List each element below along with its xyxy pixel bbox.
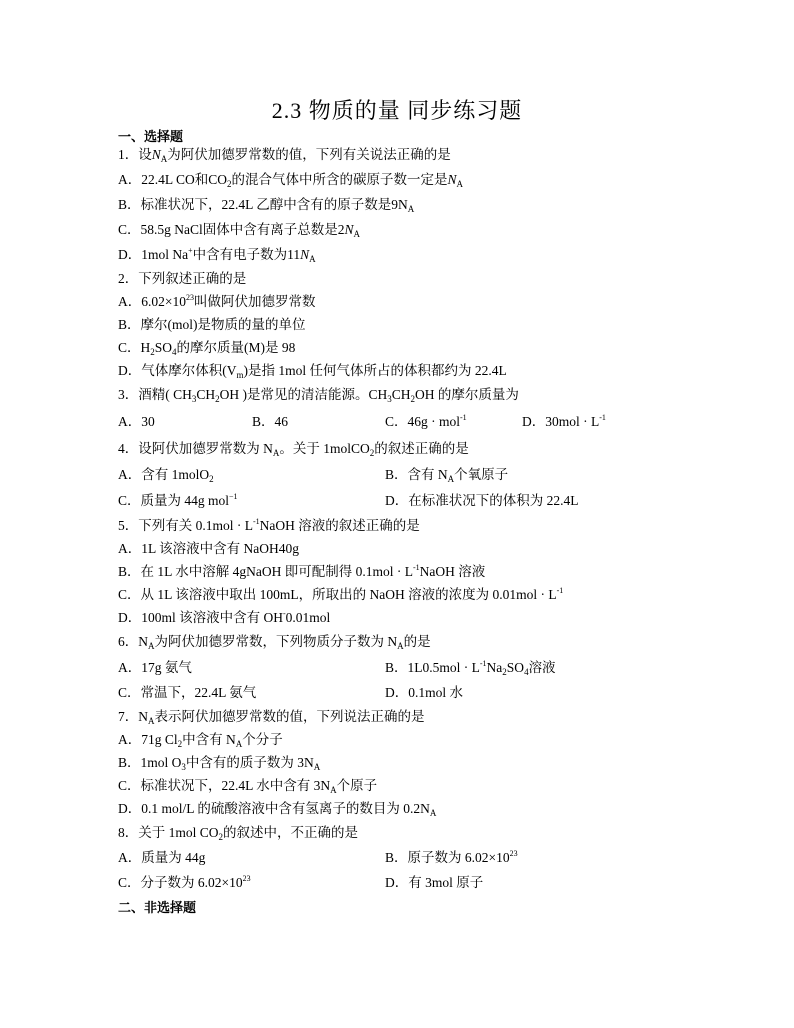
question-1-stem: 1．设$N_A$为阿伏加德罗常数的值，下列有关说法正确的是 xyxy=(118,147,451,164)
question-3-option-d: D．$30mol \cdot L^{-1}$ xyxy=(522,413,606,429)
question-6-option-b: B．$1L0.5mol \cdot L^{-1}Na_2SO_4$溶液 xyxy=(385,659,556,677)
question-4-option-c: C．质量为 44g mol$^{-1}$ xyxy=(118,492,238,508)
question-4-option-d: D．在标准状况下的体积为 22.4L xyxy=(385,493,579,508)
question-7-option-d: D．0.1 mol/L 的硫酸溶液中含有氢离子的数目为 $0.2N_A$ xyxy=(118,801,437,818)
question-3-option-a: A．30 xyxy=(118,414,155,429)
question-7-stem: 7．$N_A$表示阿伏加德罗常数的值，下列说法正确的是 xyxy=(118,709,425,726)
question-2-stem: 2．下列叙述正确的是 xyxy=(118,271,247,286)
question-6-stem: 6．$N_A$为阿伏加德罗常数，下列物质分子数为 $N_A$的是 xyxy=(118,634,431,651)
question-3-option-c: C．46g · mol$^{-1}$ xyxy=(385,413,467,429)
question-8-option-b: B．原子数为 $6.02\times 10^{23}$ xyxy=(385,849,518,865)
question-3-stem: 3．酒精( $CH_3CH_2OH$ )是常见的清洁能源。$CH_3CH_2OH$ 的摩尔质量为 xyxy=(118,387,519,404)
question-8-option-a: A．质量为 44g xyxy=(118,850,206,865)
question-5-option-a: A．1L 该溶液中含有 NaOH40g xyxy=(118,541,299,556)
question-1-option-b: B．标准状况下，22.4L 乙醇中含有的原子数是$9N_A$ xyxy=(118,197,415,214)
question-8-option-d: D．有 3mol 原子 xyxy=(385,875,484,890)
question-5-option-c: C．从 1L 该溶液中取出 100mL，所取出的 NaOH 溶液的浓度为 $0.01mol \cdot L^{-1}$ xyxy=(118,586,564,602)
question-2-option-b: B．摩尔(mol)是物质的量的单位 xyxy=(118,317,306,332)
question-2-option-a: A．$6.02\times 10^{23}$叫做阿伏加德罗常数 xyxy=(118,293,316,309)
question-5-option-d: D．100ml 该溶液中含有 OH-0.01mol xyxy=(118,609,331,625)
question-1-option-a: A．22.4L CO和$CO_2$的混合气体中所含的碳原子数一定是$N_A$ xyxy=(118,172,464,189)
question-7-option-b: B．1mol $O_3$中含有的质子数为 $3N_A$ xyxy=(118,755,321,772)
section-heading-non-choice: 二、非选择题 xyxy=(118,900,197,915)
question-6-option-c: C．常温下，22.4L 氨气 xyxy=(118,685,257,700)
question-3-option-b: B．46 xyxy=(252,414,289,429)
section-heading-choice: 一、选择题 xyxy=(118,129,184,144)
question-2-option-d: D．气体摩尔体积$(V_m)$是指 1mol 任何气体所占的体积都约为 22.4L xyxy=(118,363,507,380)
question-2-option-c: C．$H_2SO_4$的摩尔质量(M)是 98 xyxy=(118,340,296,357)
question-1-option-c: C．58.5g NaCl固体中含有离子总数是$2N_A$ xyxy=(118,222,361,239)
question-7-option-c: C．标准状况下，22.4L 水中含有 $3N_A$个原子 xyxy=(118,778,378,795)
question-6-option-a: A．17g 氨气 xyxy=(118,660,192,675)
question-7-option-a: A．71g $Cl_2$中含有 $N_A$个分子 xyxy=(118,732,283,749)
page-title: 2.3 物质的量 同步练习题 xyxy=(271,98,523,123)
question-8-stem: 8．关于 1mol $CO_2$的叙述中，不正确的是 xyxy=(118,825,359,842)
question-1-option-d: D．1mol Na+中含有电子数为$11N_A$ xyxy=(118,246,316,264)
question-4-option-a: A．含有 1molO$_2$ xyxy=(118,467,214,484)
question-4-option-b: B．含有 $N_A$个氧原子 xyxy=(385,467,509,484)
question-6-option-d: D．0.1mol 水 xyxy=(385,685,464,700)
question-4-stem: 4．设阿伏加德罗常数为 $N_A$。关于 1molCO$_2$的叙述正确的是 xyxy=(118,441,469,458)
question-8-option-c: C．分子数为 $6.02\times 10^{23}$ xyxy=(118,874,251,890)
question-5-option-b: B．在 1L 水中溶解 4gNaOH 即可配制得 $0.1mol \cdot L^{-1}NaOH$ 溶液 xyxy=(118,563,486,579)
question-5-stem: 5．下列有关 $0.1mol \cdot L^{-1}NaOH$ 溶液的叙述正确的是 xyxy=(118,517,420,533)
